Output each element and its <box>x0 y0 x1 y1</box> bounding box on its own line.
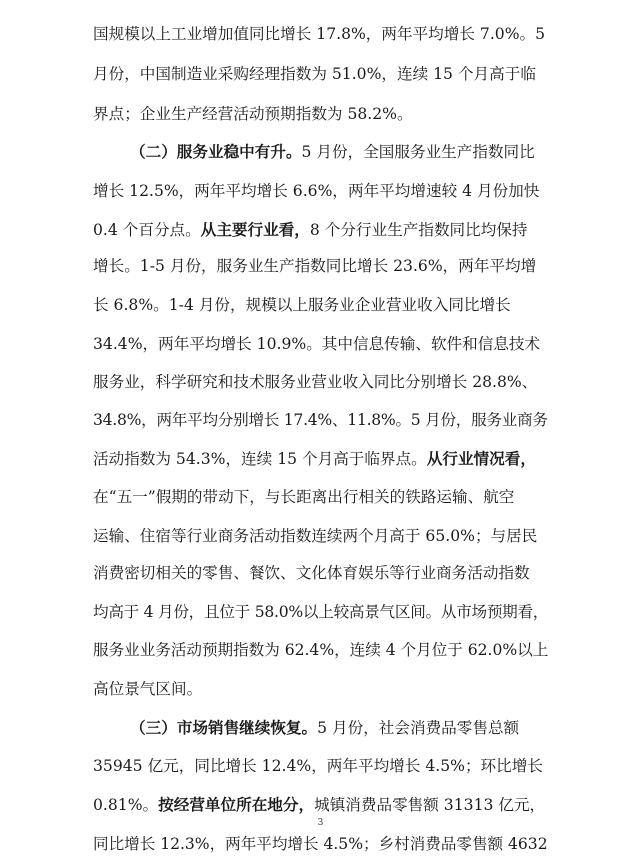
text-run: 增长。1-5 月份，服务业生产指数同比增长 23.6%，两年平均增 <box>93 257 537 275</box>
text-line <box>93 449 548 469</box>
text-run: 服务业业务活动预期指数为 62.4%，连续 4 个月位于 62.0%以上 <box>93 641 548 659</box>
text-run: 高位景气区间。 <box>93 680 203 698</box>
text-line <box>93 679 548 699</box>
text-line <box>93 256 548 276</box>
text-run: 活动指数为 54.3%，连续 15 个月高于临界点。 <box>93 450 427 468</box>
text-line <box>93 602 548 622</box>
text-run: 在“五一”假期的带动下，与长距离出行相关的铁路运输、航空 <box>93 488 515 506</box>
text-run: 城镇消费品零售额 31313 亿元， <box>314 796 546 814</box>
text-run: 34.8%，两年平均分别增长 17.4%、11.8%。5 月份，服务业商务 <box>93 411 548 429</box>
text-run: 5 月份，社会消费品零售总额 <box>317 719 520 737</box>
bold-text-run: 从主要行业看， <box>200 220 310 239</box>
bold-text-run: 按经营单位所在地分， <box>158 795 315 814</box>
text-run: 国规模以上工业增加值同比增长 17.8%，两年平均增长 7.0%。5 <box>93 25 546 43</box>
text-line <box>93 563 548 583</box>
text-run: 增长 12.5%，两年平均增长 6.6%，两年平均增速较 4 月份加快 <box>93 182 540 200</box>
text-line <box>93 295 548 315</box>
text-line <box>93 334 548 354</box>
bold-text-run: （三）市场销售继续恢复。 <box>130 718 318 737</box>
text-line <box>93 526 548 546</box>
text-line <box>93 410 548 430</box>
text-line <box>93 640 548 660</box>
text-run: 服务业，科学研究和技术服务业营业收入同比分别增长 28.8%、 <box>93 373 538 391</box>
text-run: 长 6.8%。1-4 月份，规模以上服务业企业营业收入同比增长 <box>93 296 511 314</box>
text-run: 0.4 个百分点。 <box>93 221 201 239</box>
text-run: 月份，中国制造业采购经理指数为 51.0%，连续 15 个月高于临 <box>93 65 536 83</box>
text-line <box>93 756 548 776</box>
text-line <box>130 718 548 738</box>
text-run: 34.4%，两年平均增长 10.9%。其中信息传输、软件和信息技术 <box>93 335 541 353</box>
text-line <box>93 181 548 201</box>
text-line <box>93 64 548 84</box>
page-number: 3 <box>317 818 324 828</box>
text-line <box>93 104 548 124</box>
text-line <box>93 24 548 44</box>
text-line <box>93 372 548 392</box>
text-run: 同比增长 12.3%，两年平均增长 4.5%；乡村消费品零售额 4632 <box>93 835 548 853</box>
text-line <box>93 795 548 815</box>
text-run: 35945 亿元，同比增长 12.4%，两年平均增长 4.5%；环比增长 <box>93 757 543 775</box>
text-line <box>93 834 548 854</box>
text-run: 运输、住宿等行业商务活动指数连续两个月高于 65.0%；与居民 <box>93 527 538 545</box>
text-run: 8 个分行业生产指数同比均保持 <box>309 221 528 239</box>
text-line <box>93 220 548 240</box>
text-run: 均高于 4 月份，且位于 58.0%以上较高景气区间。从市场预期看， <box>93 603 548 621</box>
text-line <box>130 142 548 162</box>
text-run: 5 月份，全国服务业生产指数同比 <box>301 143 535 161</box>
text-run: 消费密切相关的零售、餐饮、文化体育娱乐等行业商务活动指数 <box>93 564 530 582</box>
text-run: 界点；企业生产经营活动预期指数为 58.2%。 <box>93 105 413 123</box>
bold-text-run: 从行业情况看， <box>426 449 536 468</box>
text-run: 0.81%。 <box>93 796 159 814</box>
bold-text-run: （二）服务业稳中有升。 <box>130 142 302 161</box>
text-line <box>93 487 548 507</box>
